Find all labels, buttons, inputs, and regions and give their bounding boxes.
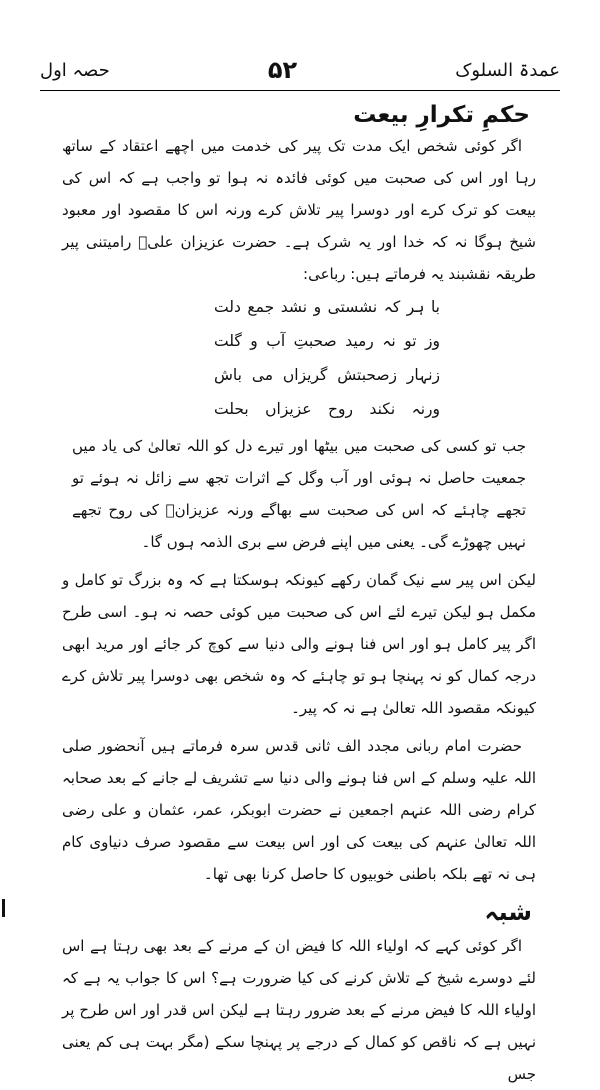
verse-line: با ہر کہ نشستی و نشد جمع دلت [214, 298, 440, 316]
part-label: حصہ اول [40, 59, 110, 81]
section-heading-bayat: حکمِ تکرارِ بیعت [353, 102, 530, 128]
verse-line: زنہار زصحبتش گریزاں می باش [214, 366, 440, 384]
verse-line: ورنہ نکند روح عزیزاں بحلت [214, 400, 440, 418]
verse-translation: جب تو کسی کی صحبت میں بیٹھا اور تیرے دل کو اللہ تعالیٰ کی یاد میں جمعیت حاصل نہ ہوئی اور آب وگل کے اثرات تجھ سے زائل نہ ہوئے تو تجھے چاہئے کہ اس کی صحبت سے بھاگے ورنہ عزیزانؒ کی روح تجھے نہیں چھوڑے گی۔ یعنی میں اپنے فرض سے بری الذمہ ہوں گا۔ [72, 437, 526, 551]
page-header [40, 52, 560, 88]
page-content [62, 100, 536, 1083]
paragraph-bayat-intro: اگر کوئی شخص ایک مدت تک پیر کی خدمت میں اچھے اعتقاد کے ساتھ رہا اور اس کی صحبت میں کوئی فائدہ نہ ہوا تو واجب ہے کہ اس کی بیعت کو ترک کرے اور دوسرا پیر تلاش کرے ورنہ اس کا مقصود اور معبود شیخ ہوگا نہ کہ خدا اور یہ شرک ہے۔ حضرت عزیزان علیؒ رامیتنی پیر طریقہ نقشبند یہ فرماتے ہیں: رباعی: [62, 137, 536, 283]
book-title: عمدۃ السلوک [455, 59, 560, 81]
verse-line: وز تو نہ رمید صحبتِ آب و گلت [214, 332, 440, 350]
paragraph-imam-rabbani: حضرت امام ربانی مجدد الف ثانی قدس سرہ فرماتے ہیں آنحضور صلی اللہ علیہ وسلم کے اس فنا ہونے والی دنیا سے تشریف لے جانے کے بعد صحابہ کرام رضی اللہ عنہم اجمعین نے حضرت ابوبکر، عمر، عثمان و علی رضی اللہ تعالیٰ عنہم کی بیعت کی اور اس بیعت سے مقصود صرف دنیاوی کام ہی نہ تھے بلکہ باطنی خوبیوں کا حاصل کرنا بھی تھا۔ [62, 737, 536, 883]
header-rule [40, 90, 560, 91]
paragraph-shubha: اگر کوئی کہے کہ اولیاء اللہ کا فیض ان کے مرنے کے بعد بھی رہتا ہے اس لئے دوسرے شیخ کے تلاش کرنے کی کیا ضرورت ہے؟ اس کا جواب یہ ہے کہ اولیاء اللہ کا فیض مرنے کے بعد ضرور رہتا ہے لیکن اس قدر اور اس طرح پر نہیں ہے کہ ناقص کو کمال کے درجے پر پہنچا سکے (مگر بہت ہی کم یعنی جس [62, 937, 536, 1083]
margin-mark [2, 899, 5, 917]
rubai-verses [62, 290, 536, 426]
page-number: ۵۲ [267, 56, 298, 84]
section-heading-shubha: شبہ [484, 898, 532, 926]
paragraph-good-opinion: لیکن اس پیر سے نیک گمان رکھے کیونکہ ہوسکتا ہے کہ وہ بزرگ تو کامل و مکمل ہو لیکن تیرے لئے اس کی صحبت میں کوئی حصہ نہ ہو۔ اسی طرح اگر پیر کامل ہو اور اس فنا ہونے والی دنیا سے کوچ کر جائے اور مرید ابھی درجہ کمال کو نہ پہنچا ہو تو چاہئے کہ وہ شخص بھی دوسرا پیر تلاش کرے کیونکہ مقصود اللہ تعالیٰ ہے نہ کہ پیر۔ [62, 571, 536, 717]
